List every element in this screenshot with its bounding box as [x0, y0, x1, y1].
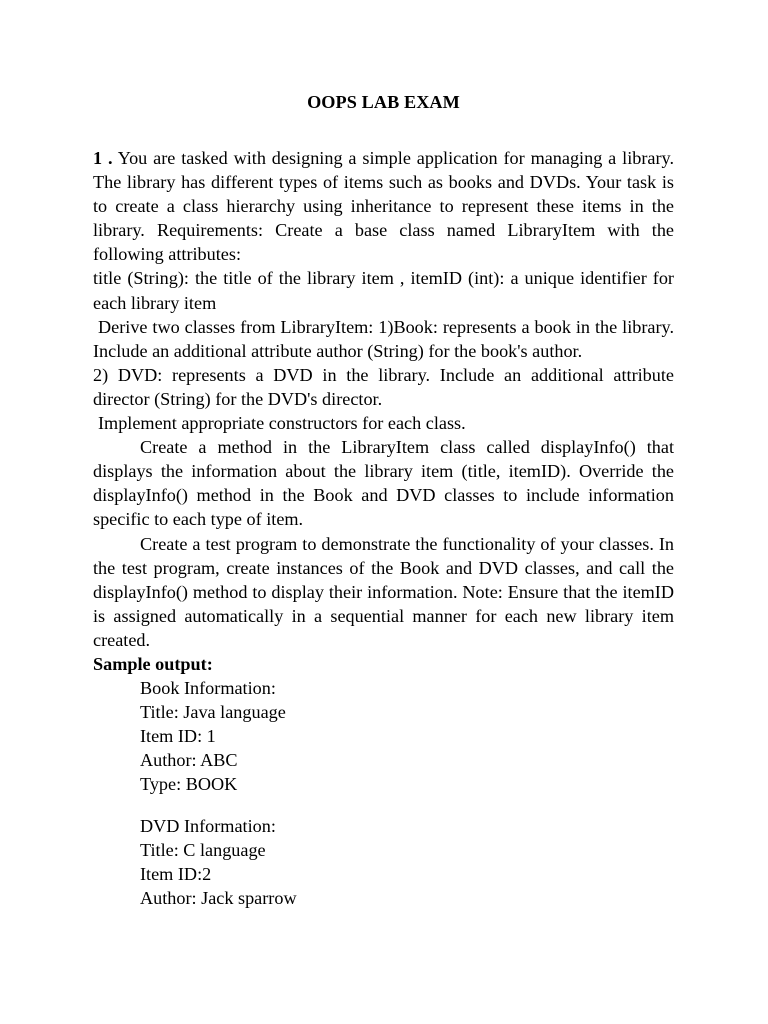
paragraph-derive: Derive two classes from LibraryItem: 1)Book: represents a book in the library. Include an additional attribute author (String) for the book's author. [93, 316, 674, 361]
document-title: OOPS LAB EXAM [307, 92, 460, 112]
question-number: 1 . [93, 148, 113, 168]
book-output-line: Item ID: 1 [140, 726, 216, 747]
book-output-line: Type: BOOK [140, 774, 238, 795]
book-output-line: Book Information: [140, 678, 276, 699]
book-output-block [93, 676, 674, 796]
dvd-output-line: DVD Information: [140, 815, 276, 836]
paragraph-constructors: Implement appropriate constructors for each class. [98, 413, 466, 434]
question-body [93, 146, 674, 910]
paragraph-method: Create a method in the LibraryItem class called displayInfo() that displays the information about the library item (title, itemID). Override the displayInfo() method in the Book and DVD classes to include information specific to each type of item. [93, 437, 674, 530]
dvd-output-block [93, 814, 674, 910]
dvd-output-line: Title: C language [140, 839, 266, 860]
paragraph-test: Create a test program to demonstrate the functionality of your classes. In the test program, create instances of the Book and DVD classes, and call the displayInfo() method to display their information. Note: Ensure that the itemID is assigned automatically in a sequential manner for each new library item created. [93, 533, 674, 650]
paragraph-intro [93, 146, 674, 266]
paragraph-attributes: title (String): the title of the library item , itemID (int): a unique identifier for each library item [93, 268, 674, 313]
book-output-line: Title: Java language [140, 702, 286, 723]
paragraph-intro-text: You are tasked with designing a simple application for managing a library. The library has different types of items such as books and DVDs. Your task is to create a class hierarchy using inheritance to represent these items in the library. Requirements: Create a base class named LibraryItem with the following attributes: [93, 148, 674, 265]
dvd-output-line: Author: Jack sparrow [140, 887, 297, 908]
output-spacer [93, 797, 674, 814]
sample-output-heading: Sample output: [93, 653, 213, 674]
dvd-output-line: Item ID:2 [140, 863, 212, 884]
paragraph-dvd: 2) DVD: represents a DVD in the library. Include an additional attribute director (String) for the DVD's director. [93, 364, 674, 409]
book-output-line: Author: ABC [140, 750, 238, 771]
